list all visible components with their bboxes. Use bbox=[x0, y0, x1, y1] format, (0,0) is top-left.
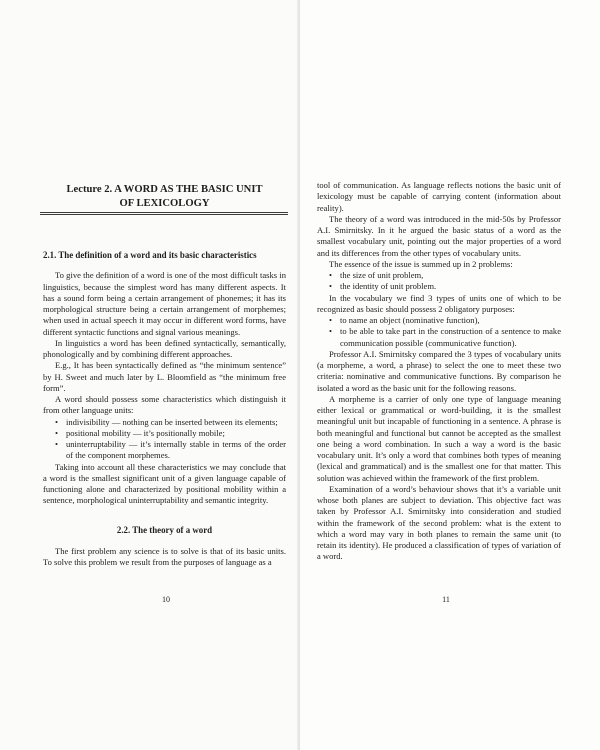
paragraph: A word should possess some characteristics which distinguish it from other language units: bbox=[43, 394, 286, 416]
paragraph: Examination of a word’s behaviour shows that it’s a variable unit whose both planes are subject to deviation. This objective fact was taken by Professor A.I. Smirnitsky into consideration and studied within the framework of the second problem: what is the extent to which a word may vary in both planes to remain the same unit (to retain its identity). He produced a classification of types of variation of a word. bbox=[317, 483, 561, 562]
paragraph: In linguistics a word has been defined syntactically, semantically, phonologically and by combining different approaches. bbox=[43, 337, 286, 359]
paragraph: The theory of a word was introduced in the mid-50s by Professor A.I. Smirnitsky. In it he argued the basic status of a word as the smallest vocabulary unit, pointing out the major properties of a word and its differences from the other types of vocabulary units. bbox=[317, 213, 561, 258]
list-item: • the identity of unit problem. bbox=[329, 281, 561, 292]
paragraph: Professor A.I. Smirnitsky compared the 3 types of vocabulary units (a morpheme, a word, a phrase) to select the one to meet these two criteria: nominative and communicative functions. By comparison he isolated a word as the basic unit for the following reasons. bbox=[317, 348, 561, 393]
title-double-rule bbox=[40, 212, 288, 215]
right-page-text bbox=[317, 180, 561, 563]
paragraph: tool of communication. As language reflects notions the basic unit of lexicology must be capable of carrying content (information about reality). bbox=[317, 180, 561, 213]
list-item: • uninterruptability — it’s internally stable in terms of the order of the component morphemes. bbox=[55, 439, 286, 462]
paragraph: In the vocabulary we find 3 types of units one of which to be recognized as basic should possess 2 obligatory purposes: bbox=[317, 292, 561, 314]
right-page bbox=[300, 0, 600, 750]
left-page-text bbox=[43, 250, 286, 568]
list-item: • the size of unit problem, bbox=[329, 270, 561, 281]
list-item: • positional mobility — it’s positionally mobile; bbox=[55, 428, 286, 439]
problems-list bbox=[317, 270, 561, 293]
list-item: • indivisibility — nothing can be inserted between its elements; bbox=[55, 417, 286, 428]
lecture-title-line-2: OF LEXICOLOGY bbox=[119, 197, 210, 209]
section-heading-2-2: 2.2. The theory of a word bbox=[116, 524, 213, 535]
paragraph: A morpheme is a carrier of only one type of language meaning either lexical or grammatical or word-building, it is the smallest meaningful unit but incapable of functioning in a sentence. A phrase is both meaningful and functional but cannot be accepted as the smallest one being a word combination. In such a way a word is the basic vocabulary unit. It’s only a word that combines both types of meaning (lexical and grammatical) and is the smallest one for that matter. This solution was achieved within the framework of the first problem. bbox=[317, 393, 561, 483]
characteristics-list bbox=[43, 417, 286, 462]
paragraph: To give the definition of a word is one of the most difficult tasks in linguistics, because the simplest word has many different aspects. It has a sound form being a certain arrangement of phonemes; it has its morphological structure being a certain arrangement of morphemes; when used in actual speech it may occur in different word forms, have different syntactic functions and signal various meanings. bbox=[43, 270, 286, 337]
lecture-title bbox=[43, 183, 286, 210]
section-heading-2-1: 2.1. The definition of a word and its basic characteristics bbox=[43, 250, 257, 260]
paragraph: E.g., It has been syntactically defined as “the minimum sentence” by H. Sweet and much later by L. Bloomfield as “the minimum free form”. bbox=[43, 360, 286, 393]
list-item: • to name an object (nominative function), bbox=[329, 315, 561, 326]
page-number: 11 bbox=[442, 595, 450, 604]
lecture-title-line-1: Lecture 2. A WORD AS THE BASIC UNIT bbox=[66, 184, 263, 195]
list-item: • to be able to take part in the construction of a sentence to make communication possible (communicative function). bbox=[329, 326, 561, 349]
purposes-list bbox=[317, 315, 561, 349]
page-number: 10 bbox=[162, 595, 170, 604]
paragraph: Taking into account all these characteristics we may conclude that a word is the smallest significant unit of a given language capable of functioning alone and characterized by positional mobility within a sentence, morphological uninterruptability and semantic integrity. bbox=[43, 461, 286, 506]
paragraph: The first problem any science is to solve is that of its basic units. To solve this problem we result from the purposes of language as a bbox=[43, 545, 286, 567]
paragraph: The essence of the issue is summed up in 2 problems: bbox=[329, 258, 513, 269]
